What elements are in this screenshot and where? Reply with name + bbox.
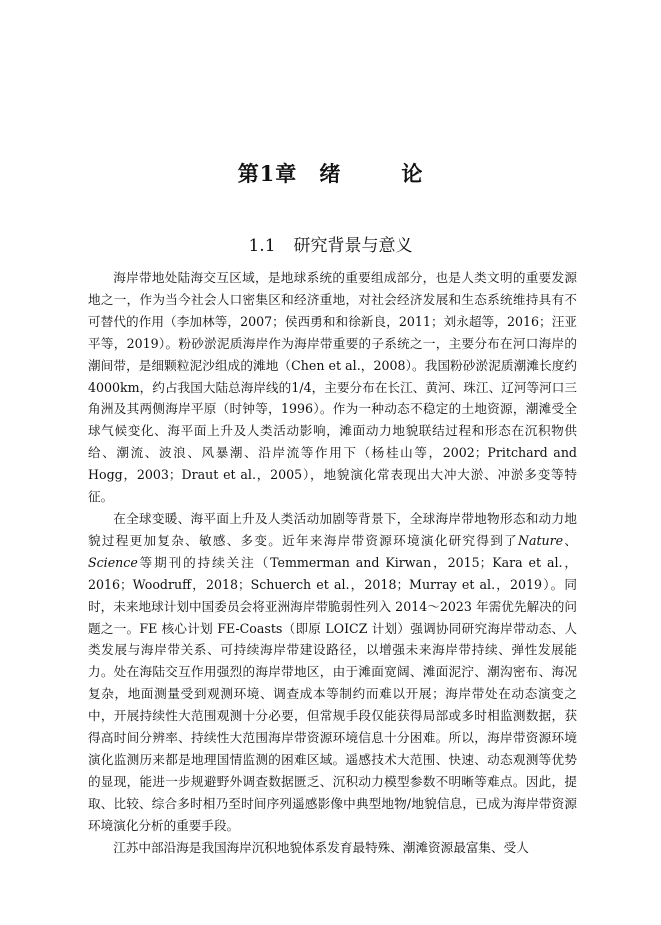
paragraph-2-separator: 、 <box>563 532 578 548</box>
chapter-title-part1: 绪 <box>319 161 342 186</box>
paragraph-2 <box>88 508 577 837</box>
section-number: 1.1 <box>248 236 276 256</box>
paragraph-2-part1: 在全球变暖、海平面上升及人类活动加剧等背景下，全球海岸带地物形态和动力地貌过程更加复杂、敏感、多变。近年来海岸带资源环境演化研究得到了 <box>88 510 577 548</box>
journal-nature: Nature <box>517 532 564 548</box>
journal-science: Science <box>88 554 138 570</box>
chapter-title-part2: 论 <box>401 161 424 186</box>
body-text <box>88 267 577 858</box>
paragraph-2-part2: 等期刊的持续关注（Temmerman and Kirwan，2015；Kara et al.，2016；Woodruff，2018；Schuerch et al.，2018；Murray et al.，2019）。同时，未来地球计划中国委员会将亚洲海岸带脆弱性列入 2014～2023 年需优先解决的问题之一。FE 核心计划 FE-Coasts（即原 LOICZ 计划）强调协同研究海岸带动态、人类发展与海岸带关系、可持续海岸带建设路径，以增强未来海岸带持续、弹性发展能力。处在海陆交互作用强烈的海岸带地区，由于滩面宽阔、滩面泥泞、潮沟密布、海况复杂，地面测量受到观测环境、调查成本等制约而难以开展；海岸带处在动态演变之中，开展持续性大范围观测十分必要，但常规手段仅能获得局部或多时相监测数据，获得高时间分辨率、持续性大范围海岸带资源环境信息十分困难。所以，海岸带资源环境演化监测历来都是地理国情监测的困难区域。遥感技术大范围、快速、动态观测等优势的显现，能进一步规避野外调查数据匮乏、沉积动力模型参数不明晰等难点。因此，提取、比较、综合多时相乃至时间序列遥感影像中典型地物/地貌信息，已成为海岸带资源环境演化分析的重要手段。 <box>88 554 577 833</box>
section-heading <box>0 231 661 256</box>
chapter-number: 第1章 <box>237 161 298 186</box>
chapter-title <box>0 158 661 188</box>
paragraph-1: 海岸带地处陆海交互区域，是地球系统的重要组成部分，也是人类文明的重要发源地之一，作为当今社会人口密集区和经济重地，对社会经济发展和生态系统维持具有不可替代的作用（李加林等，2007；侯西勇和和徐新良，2011；刘永超等，2016；汪亚平等，2019）。粉砂淤泥质海岸作为海岸带重要的子系统之一，主要分布在河口海岸的潮间带，是细颗粒泥沙组成的滩地（Chen et al.，2008）。我国粉砂淤泥质潮滩长度约4000km，约占我国大陆总海岸线的1/4，主要分布在长江、黄河、珠江、辽河等河口三角洲及其两侧海岸平原（时钟等，1996）。作为一种动态不稳定的土地资源，潮滩受全球气候变化、海平面上升及人类活动影响，滩面动力地貌联结过程和形态在沉积物供给、潮流、波浪、风暴潮、沿岸流等作用下（杨桂山等，2002；Pritchard and Hogg，2003；Draut et al.，2005），地貌演化常表现出大冲大淤、冲淤多变等特征。 <box>88 270 577 505</box>
paragraph-3: 江苏中部沿海是我国海岸沉积地貌体系发育最特殊、潮滩资源最富集、受人 <box>113 839 529 855</box>
section-title: 研究背景与意义 <box>293 236 413 256</box>
